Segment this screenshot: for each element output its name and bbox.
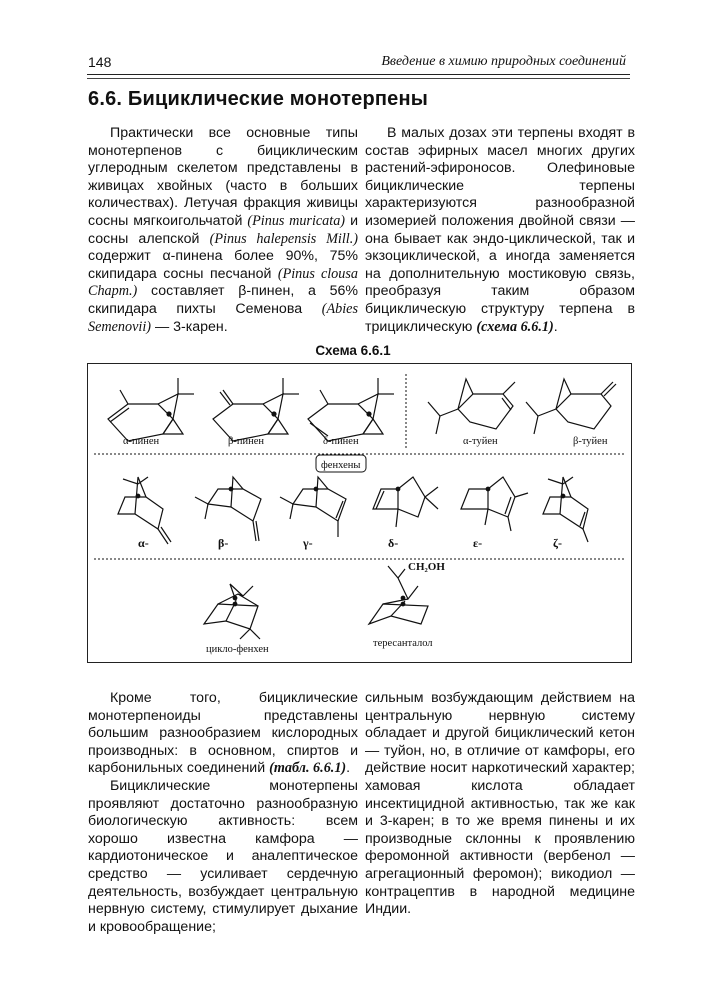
text: Практически все основные типы монотерпенов с бициклическим углеродным скелетом представлены в живицах хвойных (часто в больших количествах). Летучая фракция живицы сосны мягкоигольчатой: [88, 125, 358, 229]
header-rule-thin: [87, 78, 630, 79]
column-top-left: [88, 125, 358, 336]
paragraph: сильным возбуждающим действием на центральную нервную систему обладает и другой бициклический кетон — туйон, но, в отличие от камфоры, его действие носит наркотический характер; хамовая кислота обладает инсектицидной активностью, так же как и 3-карен; в то же время пинены и их производные склонны к проявлению феромонной активности (вербенол — агрегационный феромон); викодиол — контрацептив в народной медицине Индии.: [365, 690, 635, 918]
paragraph: [365, 125, 635, 336]
running-head: Введение в химию природных соединений: [381, 54, 626, 69]
molecule-zeta-fenchene: [543, 477, 588, 542]
label-alpha-fenchene: α-: [138, 536, 149, 550]
header-rule: [87, 74, 630, 75]
substituent-ch2oh: CH₂OH: [408, 561, 445, 573]
molecule-delta-pinene: [308, 378, 394, 441]
column-bottom-left: [88, 690, 358, 936]
label-epsilon-fenchene: ε-: [473, 536, 483, 550]
text: Кроме того, бициклические монотерпеноиды представлены большим разнообразием кислородных производных: в основном, спиртов и карбонильных соединений: [88, 690, 358, 777]
molecule-teresantalol: [369, 566, 428, 624]
text: .: [346, 760, 351, 777]
paragraph: Бициклические монотерпены проявляют достаточно разнообразную биологическую активность: всем хорошо известна камфора — кардиотоническое и аналептическое средство — усиливает сердечную деятельность, возбуждает центральную нервную систему, стимулирует дыхание и кровообращение;: [88, 777, 358, 935]
label-delta-pinene: δ-пинен: [323, 436, 359, 447]
paragraph: [88, 125, 358, 336]
label-alpha-pinene: α-пинен: [123, 436, 160, 447]
latin-name: (Pinus halepensis Mill.): [209, 230, 358, 247]
scheme-box: [87, 363, 632, 663]
text: — 3-карен.: [151, 318, 228, 335]
label-zeta-fenchene: ζ-: [553, 536, 562, 550]
molecule-beta-thujene: [526, 379, 616, 434]
molecule-beta-fenchene: [195, 477, 261, 541]
molecule-delta-fenchene: [373, 477, 438, 527]
molecule-cyclofenchene: [204, 584, 260, 639]
molecule-alpha-pinene: [108, 378, 194, 441]
table-reference[interactable]: (табл. 6.6.1): [269, 760, 347, 777]
text: содержит α-пинена более 90%, 75% скипидара сосны песчаной: [88, 248, 358, 282]
label-cyclofenchene: цикло-фенхен: [206, 644, 269, 655]
latin-name: (Pinus clousa Chapm.): [88, 265, 358, 300]
label-beta-pinene: β-пинен: [228, 436, 264, 447]
paragraph: [88, 690, 358, 778]
label-gamma-fenchene: γ-: [303, 536, 313, 550]
column-bottom-right: [365, 690, 635, 919]
text: и сосны алепской: [88, 212, 358, 247]
label-alpha-thujene: α-туйен: [463, 436, 498, 447]
molecule-epsilon-fenchene: [461, 477, 528, 531]
section-title: 6.6. Бициклические монотерпены: [88, 88, 429, 110]
label-delta-fenchene: δ-: [388, 536, 399, 550]
column-top-right: [365, 125, 635, 336]
label-teresantalol: тересанталол: [373, 638, 433, 649]
scheme-reference[interactable]: (схема 6.6.1): [476, 318, 554, 335]
page-number: 148: [88, 54, 112, 70]
latin-name: (Abies Semenovii): [88, 300, 358, 335]
scheme-caption: Схема 6.6.1: [315, 343, 391, 358]
molecule-alpha-fenchene: [118, 477, 171, 544]
group-label-fenchenes: фенхены: [321, 460, 361, 471]
molecule-alpha-thujene: [428, 379, 515, 434]
label-beta-thujene: β-туйен: [573, 436, 608, 447]
text: составляет β-пинен, а 56% скипидара пихты Семенова: [88, 283, 358, 317]
text: В малых дозах эти терпены входят в состав эфирных масел многих других растений-эфироносов. Олефиновые бициклические терпены характеризуются разнообразной изомерией положения двойной связи — она бывает как эндо-циклической, так и экзоциклической, а иногда заменяется на дополнительную мостиковую связь, преобразуя таким образом бициклическую структуру терпена в трициклическую: [365, 125, 635, 335]
molecule-gamma-fenchene: [280, 477, 346, 537]
text: .: [553, 318, 558, 335]
molecule-beta-pinene: [213, 378, 299, 441]
scheme-diagram: [88, 364, 633, 664]
label-beta-fenchene: β-: [218, 536, 229, 550]
latin-name: (Pinus muricata): [247, 212, 346, 229]
